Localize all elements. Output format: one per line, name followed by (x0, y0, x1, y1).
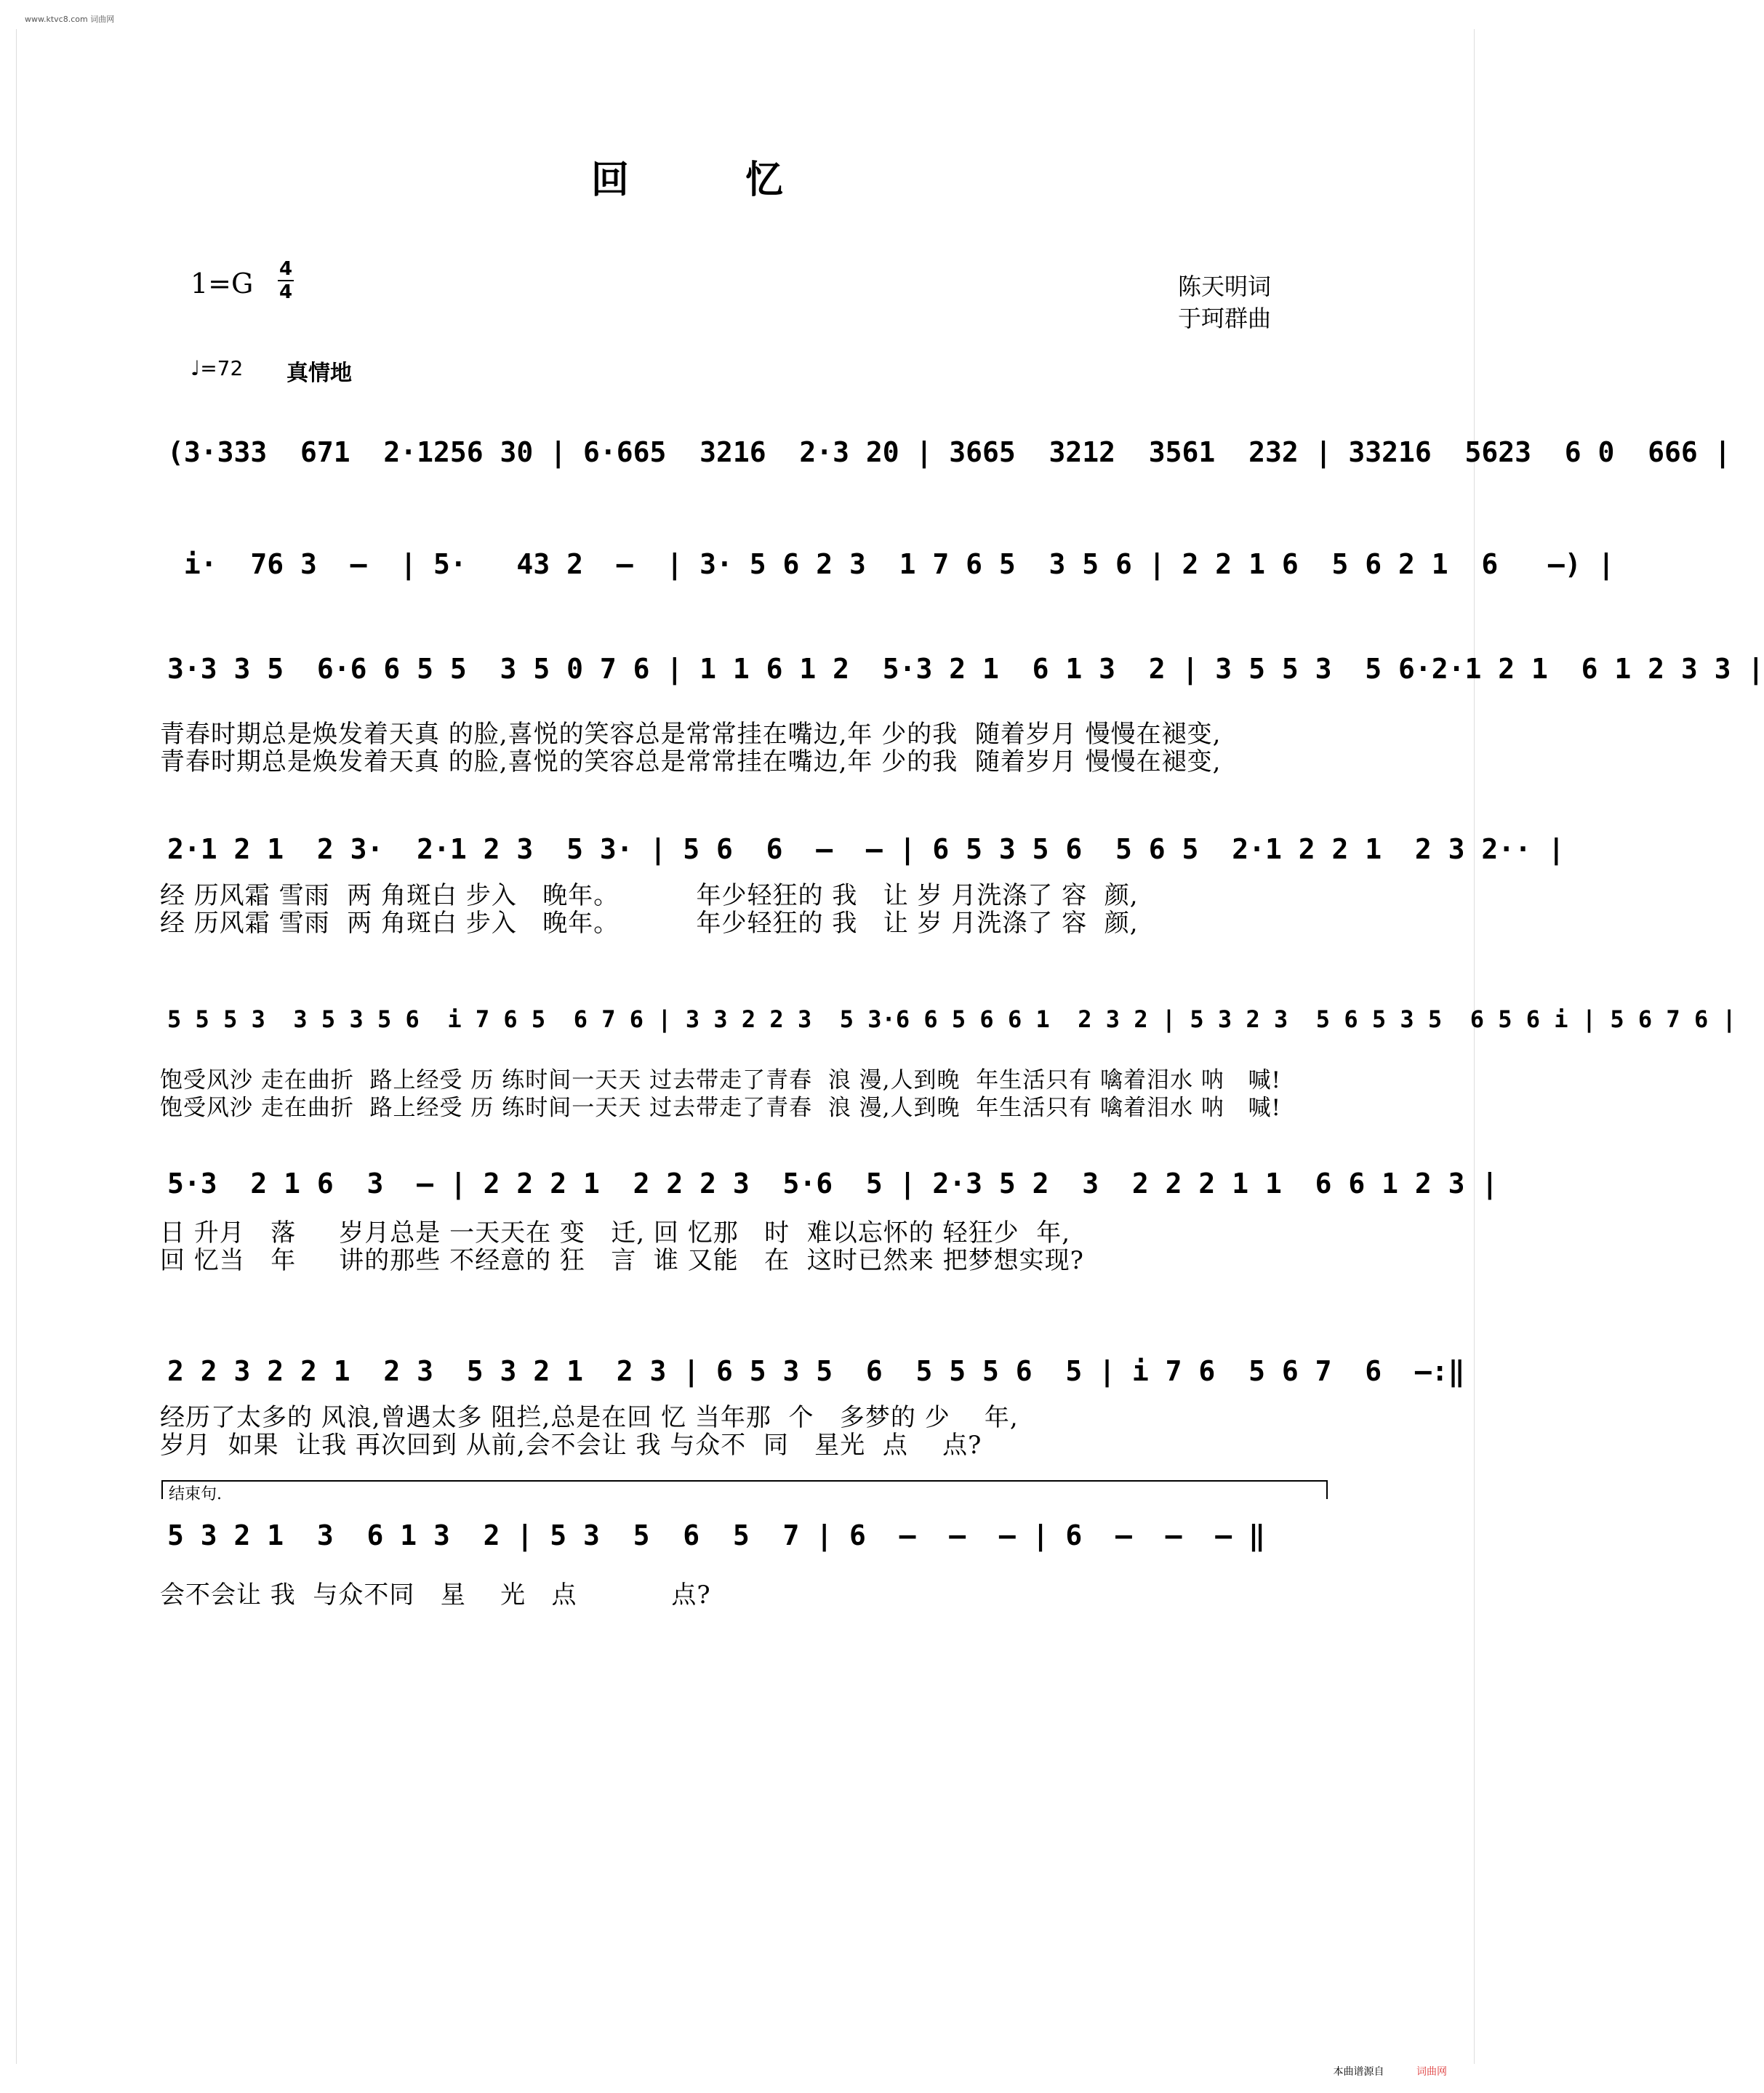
right-margin-strip (1474, 29, 1491, 2064)
page-footer (1334, 2064, 1447, 2078)
lyric-line-1: 会不会让 我 与众不同 星 光 点 点? (160, 1580, 711, 1610)
song-title: 回忆 (590, 158, 899, 202)
lyric-line-2: 青春时期总是焕发着天真 的脸,喜悦的笑容总是常常挂在嘴边,年 少的我 随着岁月 慢慢在褪变, (160, 747, 1222, 776)
lyric-line-1: 青春时期总是焕发着天真 的脸,喜悦的笑容总是常常挂在嘴边,年 少的我 随着岁月 慢慢在褪变, (160, 720, 1222, 749)
notation-line: i· 76 3 – | 5· 43 2 – | 3· 5 6 2 3 1 7 6 5 3 5 6 | 2 2 1 6 5 6 2 1 6 –) | (167, 548, 1615, 580)
composer: 于珂群曲 (1178, 305, 1272, 332)
lyric-line-1: 经 历风霜 雪雨 两 角斑白 步入 晚年。 年少轻狂的 我 让 岁 月洗涤了 容 颜, (160, 881, 1139, 910)
tempo-marking: ♩=72 (191, 356, 244, 380)
lyric-line-2: 岁月 如果 让我 再次回到 从前,会不会让 我 与众不 同 星光 点 点? (160, 1431, 982, 1460)
time-signature-top: 4 (278, 258, 293, 280)
footer-brand: 词曲网 (1416, 2066, 1447, 2078)
notation-line: 2 2 3 2 2 1 2 3 5 3 2 1 2 3 | 6 5 3 5 6 5 5 5 6 5 | i 7 6 5 6 7 6 –:‖ (167, 1355, 1465, 1387)
notation-line: 2·1 2 1 2 3· 2·1 2 3 5 3· | 5 6 6 – – | 6 5 3 5 6 5 6 5 2·1 2 2 1 2 3 2·· | (167, 833, 1565, 865)
lyric-line-1: 日 升月 落 岁月总是 一天天在 变 迁, 回 忆那 时 难以忘怀的 轻狂少 年, (160, 1218, 1070, 1248)
lyric-line-1: 饱受风沙 走在曲折 路上经受 历 练时间一天天 过去带走了青春 浪 漫,人到晚 年生活只有 噙着泪水 呐 喊! (160, 1067, 1281, 1093)
notation-line: 3·3 3 5 6·6 6 5 5 3 5 0 7 6 | 1 1 6 1 2 5·3 2 1 6 1 3 2 | 3 5 5 3 5 6·2·1 2 1 6 1 2 3 3 | (167, 653, 1764, 685)
notation-line: 5 5 5 3 3 5 3 5 6 i 7 6 5 6 7 6 | 3 3 2 2 3 5 3·6 6 5 6 6 1 2 3 2 | 5 3 2 3 5 6 5 3 5 6 5 6 i | 5 6 7 6 | (167, 1005, 1736, 1033)
notation-line: (3·333 671 2·1256 30 | 6·665 3216 2·3 20 | 3665 3212 3561 232 | 33216 5623 6 0 666 | (167, 436, 1731, 468)
time-signature (275, 258, 297, 303)
lyric-line-2: 饱受风沙 走在曲折 路上经受 历 练时间一天天 过去带走了青春 浪 漫,人到晚 年生活只有 噙着泪水 呐 喊! (160, 1095, 1281, 1121)
notation-line: 5 3 2 1 3 6 1 3 2 | 5 3 5 6 5 7 | 6 – – – | 6 – – – ‖ (167, 1519, 1265, 1551)
lyric-line-2: 回 忆当 年 讲的那些 不经意的 狂 言 谁 又能 在 这时已然来 把梦想实现? (160, 1246, 1084, 1275)
notation-line: 5·3 2 1 6 3 – | 2 2 2 1 2 2 2 3 5·6 5 | 2·3 5 2 3 2 2 2 1 1 6 6 1 2 3 | (167, 1168, 1499, 1200)
footer-note: 本曲谱源自 (1333, 2066, 1384, 2078)
left-margin-strip (0, 29, 17, 2064)
key-signature: 1=G (191, 268, 254, 300)
expression-marking: 真情地 (286, 361, 352, 386)
time-signature-bottom: 4 (278, 281, 293, 303)
ending-label: 结束句. (169, 1485, 222, 1503)
site-header: www.ktvc8.com 词曲网 (25, 15, 115, 24)
lyricist: 陈天明词 (1178, 273, 1272, 300)
ending-bracket (161, 1480, 1328, 1499)
lyric-line-1: 经历了太多的 风浪,曾遇太多 阻拦,总是在回 忆 当年那 个 多梦的 少 年, (160, 1403, 1019, 1432)
credits (1178, 270, 1271, 334)
lyric-line-2: 经 历风霜 雪雨 两 角斑白 步入 晚年。 年少轻狂的 我 让 岁 月洗涤了 容 颜, (160, 909, 1139, 938)
